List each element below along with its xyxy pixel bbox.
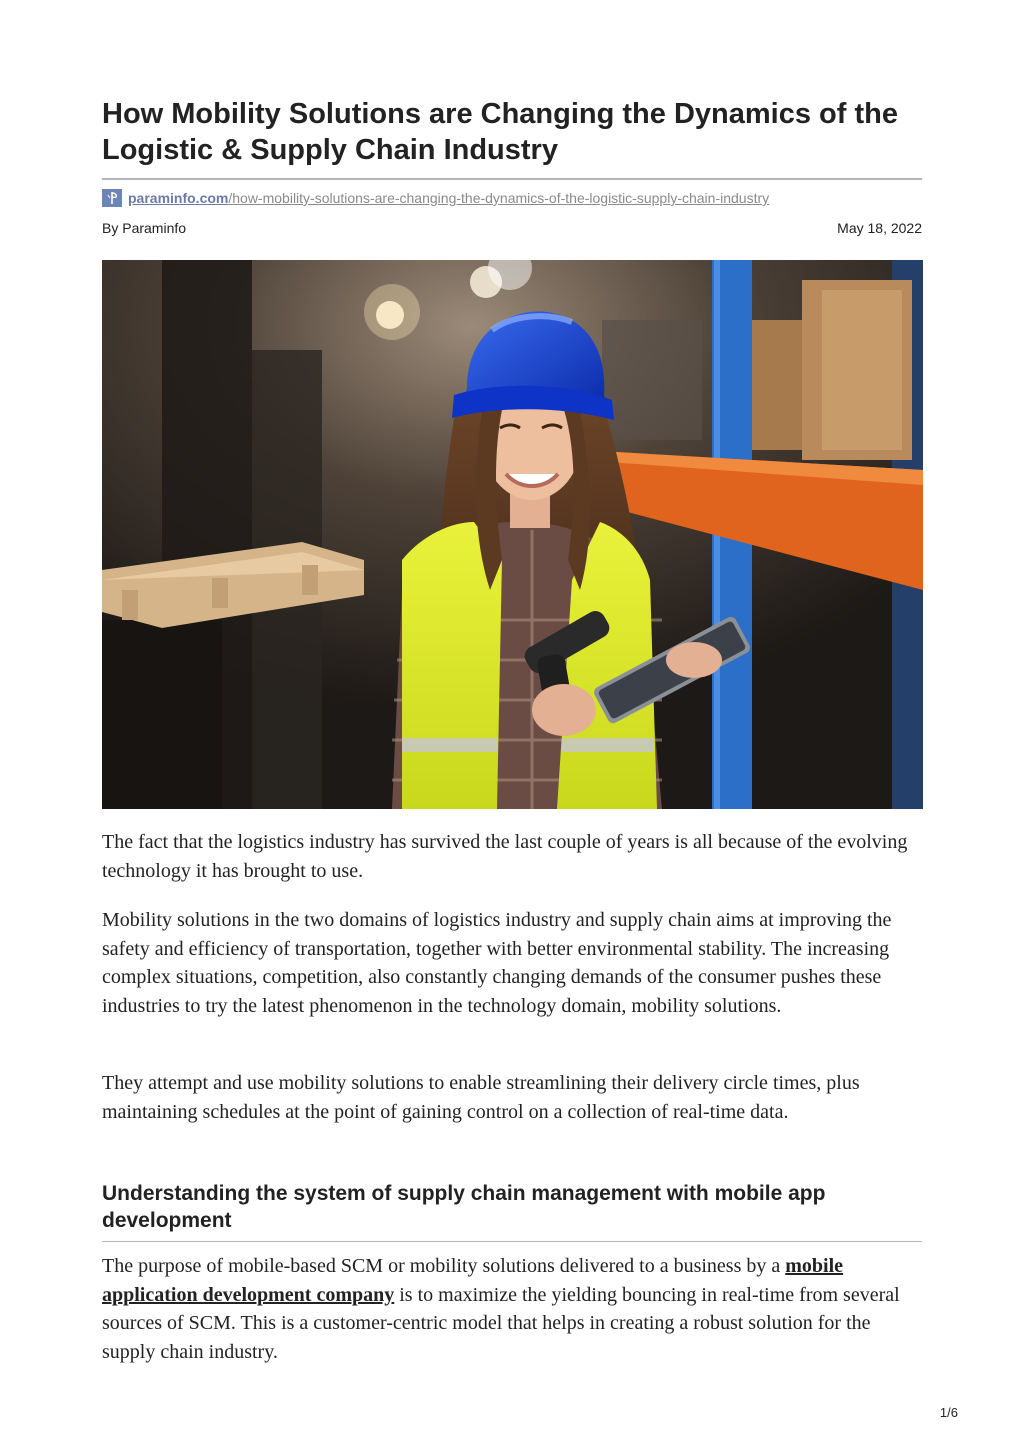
source-path[interactable]: /how-mobility-solutions-are-changing-the-dynamics-of-the-logistic-supply-chain-industry — [228, 190, 770, 206]
purpose-text-start: The purpose of mobile-based SCM or mobility solutions delivered to a business by a — [102, 1255, 786, 1277]
paragraph-mobility: Mobility solutions in the two domains of logistics industry and supply chain aims at improving the safety and efficiency of transportation, together with better environmental stability. The increasing complex situations, competition, also constantly changing demands of the consumer pushes these industries to try the latest phenomenon in the technology domain, mobility solutions. — [102, 909, 892, 1017]
mobile-app-company-link[interactable]: mobile application development company — [102, 1255, 844, 1306]
source-domain[interactable]: paraminfo.com — [128, 190, 229, 206]
paragraph-purpose — [102, 1252, 922, 1366]
site-favicon-icon — [102, 189, 122, 207]
section-divider — [102, 1241, 922, 1242]
page-number: 1/6 — [939, 1405, 958, 1420]
article-meta — [102, 220, 922, 236]
author-byline: By Paraminfo — [102, 220, 187, 236]
source-link[interactable] — [102, 188, 769, 208]
purpose-text-end: is to maximize the yielding bouncing in real-time from several sources of SCM. This is a customer-centric model that helps in creating a robust solution for the supply chain industry. — [102, 1283, 900, 1363]
paragraph-streamlining: They attempt and use mobility solutions to enable streamlining their delivery circle times, plus maintaining schedules at the point of gaining control on a collection of real-time data. — [102, 1072, 860, 1123]
paragraph-intro: The fact that the logistics industry has survived the last couple of years is all because of the evolving technology it has brought to use. — [102, 831, 908, 882]
title-divider — [102, 178, 922, 180]
publish-date: May 18, 2022 — [837, 220, 922, 236]
warehouse-worker-photo — [102, 260, 923, 809]
article-title: How Mobility Solutions are Changing the Dynamics of the Logistic & Supply Chain Industry — [102, 98, 898, 166]
section-heading: Understanding the system of supply chain management with mobile app development — [102, 1182, 826, 1232]
